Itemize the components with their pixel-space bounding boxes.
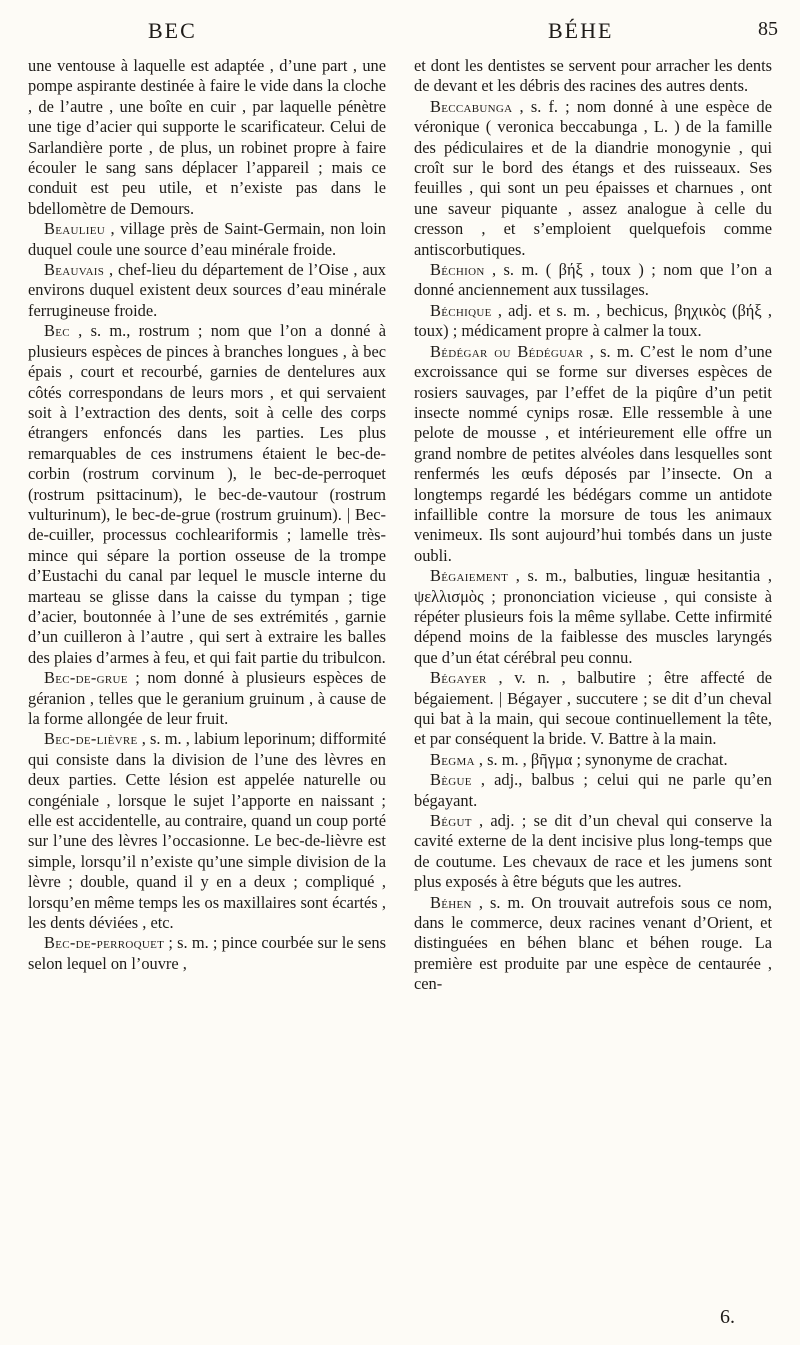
entry-body: , s. m. On trouvait autrefois sous ce nom, dans le commerce, deux racines venant d’Orient, et distinguées en béhen blanc et béhen rouge. La première est produite par une espèce de centaurée , cen-	[414, 892, 772, 994]
entry-body: , s. m. , βῆγμα ; synonyme de crachat.	[474, 749, 728, 769]
entry-body: ; nom donné à plusieurs espèces de géranion , telles que le geranium gruinum , à cause de la forme allongée de leur fruit.	[28, 668, 386, 728]
entry-headword: Bec-de-perroquet	[44, 933, 165, 953]
dictionary-entry	[28, 321, 386, 668]
dictionary-entry	[414, 260, 772, 301]
entry-headword: Bec-de-grue	[44, 668, 128, 688]
entry-headword: Bégaiement	[430, 566, 509, 586]
entry-body: et dont les dentistes se servent pour arracher les dents de devant et les débris des racines des autres dents.	[414, 56, 772, 96]
dictionary-entry	[414, 750, 772, 770]
page-number: 85	[758, 18, 778, 40]
entry-headword: Begma	[430, 749, 475, 769]
entry-body: , s. m., rostrum ; nom que l’on a donné à plusieurs espèces de pinces à branches longues , à bec épais , court et recourbé, garnies de dentelures aux côtés correspondans de leurs mors , et qui servaient soit à l’extraction des dents, soit à celle des corps étrangers enfoncés dans les parties. Les plus remarquables de ces instrumens étaient le bec-de-corbin (rostrum corvinum ), le bec-de-perroquet (rostrum psittacinum), le bec-de-vautour (rostrum vulturinum), le bec-de-grue (rostrum gruinum). | Bec-de-cuiller, processus cochleariformis ; lamelle très-mince qui sépare la portion osseuse de la trompe d’Eustachi du canal par lequel le muscle interne du marteau se glisse dans la caisse du tympan ; tige d’acier, boutonnée à l’une de ses extrémités , garnie d’un cuilleron à l’autre , qui sert à extraire les balles des plaies d’armes à feu, et qui fait partie du tribulcon.	[28, 321, 386, 667]
entry-headword: Beaulieu	[44, 219, 105, 239]
dictionary-entry	[414, 811, 772, 893]
entry-body: , adj. et s. m. , bechicus, βηχικὸς (βήξ , toux) ; médicament propre à calmer la toux.	[414, 300, 772, 341]
dictionary-entry	[414, 893, 772, 995]
entry-body: , village près de Saint-Germain, non loin duquel coule une source d’eau minérale froide.	[28, 219, 386, 259]
dictionary-entry	[414, 301, 772, 342]
entry-body: ; s. m. ; pince courbée sur le sens selon lequel on l’ouvre ,	[28, 933, 386, 973]
dictionary-entry	[28, 668, 386, 729]
left-column	[28, 56, 386, 974]
dictionary-entry	[414, 770, 772, 811]
entry-headword: Béchion	[430, 260, 485, 280]
entry-body: , s. f. ; nom donné à une espèce de véronique ( veronica beccabunga , L. ) de la famille des pédiculaires et de la diandrie monogynie , qui croît sur le bord des étangs et des ruisseaux. Ses feuilles , qui sont un peu épaisses et charnues , ont une saveur piquante , assez analogue à celle du cresson , et s’emploient quelquefois comme antiscorbutiques.	[414, 96, 772, 259]
entry-headword: Béhen	[430, 892, 472, 912]
entry-body: , adj. ; se dit d’un cheval qui conserve la cavité externe de la dent incisive plus long-temps que de coutume. Les chevaux de race et les jumens sont plus exposés à être béguts que les autres.	[414, 811, 772, 892]
entry-headword: Bédégar ou Bédéguar	[430, 341, 584, 361]
dictionary-entry	[28, 933, 386, 974]
entry-headword: Bec	[44, 321, 70, 341]
entry-headword: Bec-de-lièvre	[44, 729, 138, 749]
entry-body: , adj., balbus ; celui qui ne parle qu’en bégayant.	[414, 770, 772, 810]
entry-headword: Bégut	[430, 811, 472, 831]
running-head-left: BEC	[148, 18, 197, 43]
entry-headword: Beccabunga	[430, 96, 513, 116]
running-head	[0, 18, 800, 48]
dictionary-entry	[414, 668, 772, 750]
dictionary-entry	[414, 56, 772, 97]
dictionary-entry	[28, 729, 386, 933]
entry-body: , s. m. C’est le nom d’une excroissance qui se forme sur diverses espèces de rosiers sauvages, par l’effet de la piqûre d’un petit insecte nommé cynips rosæ. Elle ressemble à une pelote de mousse , et intérieurement elle offre un grand nombre de petites alvéoles dans lesquelles sont renfermés les œufs déposés par l’insecte. On a longtemps regardé les bédégars comme un antidote infaillible contre la morsure de tous les animaux venimeux. Ils sont aujourd’hui tombés dans un juste oubli.	[414, 341, 772, 565]
entry-body: , v. n. , balbutire ; être affecté de bégaiement. | Bégayer , succutere ; se dit d’un cheval qui bat à la main, qui secoue continuellement la tête, et par conséquent la bride. V. Battre à la main.	[414, 668, 772, 749]
entry-body: , s. m., balbuties, linguæ hesitantia , ψελλισμὸς ; prononciation vicieuse , qui consiste à répéter plusieurs fois la même syllabe. Cette infirmité dépend moins de la faiblesse des muscles laryngés que d’un état cérébral peu connu.	[414, 566, 772, 667]
entry-headword: Beauvais	[44, 260, 105, 280]
right-column	[414, 56, 772, 995]
dictionary-entry	[414, 97, 772, 260]
entry-body: , s. m. ( βήξ , toux ) ; nom que l’on a donné anciennement aux tussilages.	[414, 260, 772, 300]
signature-mark: 6.	[720, 1306, 735, 1328]
dictionary-entry	[28, 56, 386, 219]
entry-headword: Béchique	[430, 300, 492, 320]
entry-headword: Bégayer	[430, 668, 487, 688]
entry-body: une ventouse à laquelle est adaptée , d’une part , une pompe aspirante destinée à faire le vide dans la cloche , de l’autre , une boîte en cuir , par laquelle pénètre une tige d’acier qui supporte le scarificateur. Celui de Sarlandière porte , de plus, un robinet propre à faire écouler le sang sans déplacer l’appareil ; mais ce conduit est peu utile, et n’existe pas dans le bdellomètre de Demours.	[28, 56, 386, 218]
dictionary-entry	[414, 566, 772, 668]
dictionary-entry	[414, 342, 772, 566]
entry-body: , chef-lieu du département de l’Oise , aux environs duquel existent deux sources d’eau minérale ferrugineuse froide.	[28, 260, 386, 320]
entry-body: , s. m. , labium leporinum; difformité qui consiste dans la division de l’une des lèvres en deux parties. Cette lésion est appelée naturelle ou congéniale , lorsque le sujet l’apporte en naissant ; elle est accidentelle, au contraire, quand un coup porté sur l’une des lèvres l’occasionne. Le bec-de-lièvre est simple, lorsqu’il n’existe qu’une simple division de la lèvre ; double, quand il y en a deux ; compliqué , lorsqu’en même temps les os maxillaires sont écartés , les dents déviées , etc.	[28, 729, 386, 933]
dictionary-entry	[28, 219, 386, 260]
running-head-right: BÉHE	[548, 18, 614, 43]
dictionary-entry	[28, 260, 386, 321]
entry-headword: Bègue	[430, 770, 472, 790]
